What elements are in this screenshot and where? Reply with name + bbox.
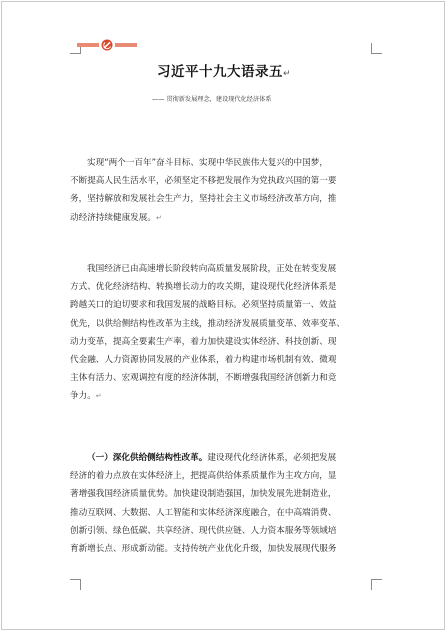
text-line: 育新增长点、形成新动能。支持传统产业优化升级，加快发展现代服务: [70, 544, 337, 555]
text-line: [70, 209, 382, 227]
text-line: 我国经济已由高速增长阶段转向高质量发展阶段，正处在转变发展: [87, 264, 337, 274]
paragraph-mark: ↵: [95, 392, 102, 401]
text-line: 方式、优化经济结构、转换增长动力的攻关期，建设现代化经济体系是: [70, 282, 337, 293]
document-title: [0, 60, 448, 80]
party-emblem-icon: [77, 39, 137, 51]
text-line: 著增强我国经济质量优势。加快建设制造强国，加快发展先进制造业，: [70, 489, 337, 500]
section-heading: （一）深化供给侧结构性改革。: [87, 453, 208, 463]
text-line: 主体有活力、宏观调控有度的经济体制，不断增强我国经济创新力和竞: [70, 373, 337, 384]
title-text: 习近平十九大语录五: [156, 64, 283, 80]
text-segment: 动经济持续健康发展。: [70, 212, 156, 223]
text-line: 动力变革，提高全要素生产率，着力加快建设实体经济、科技创新、现: [70, 336, 337, 347]
text-line: 推动互联网、大数据、人工智能和实体经济深度融合，在中高端消费、: [70, 507, 337, 518]
paragraph-mark: ↵: [282, 69, 292, 79]
text-line: [70, 387, 382, 405]
margin-corner-top-right: [371, 43, 382, 54]
paragraph-3: [70, 449, 382, 558]
text-line: 务，坚持解放和发展社会生产力，坚持社会主义市场经济改革方向，推: [70, 194, 337, 205]
text-line: [70, 449, 382, 467]
text-line: 优先，以供给侧结构性改革为主线，推动经济发展质量变革、效率变革、: [70, 318, 346, 329]
text-segment: 建设现代化经济体系，必须把发展: [207, 453, 337, 463]
document-subtitle: —— 贯彻新发展理念，建设现代化经济体系: [152, 96, 272, 103]
text-segment: 争力。: [70, 391, 96, 402]
text-line: 不断提高人民生活水平，必须坚定不移把发展作为党执政兴国的第一要: [70, 176, 337, 187]
margin-corner-bottom-left: [70, 579, 81, 590]
paragraph-mark: ↵: [155, 213, 162, 222]
margin-corner-bottom-right: [371, 579, 382, 590]
paragraph-2: [70, 260, 382, 406]
paragraph-1: [70, 154, 382, 227]
text-line: 代金融、人力资源协同发展的产业体系，着力构建市场机制有效、微观: [70, 355, 337, 366]
text-line: 跨越关口的迫切要求和我国发展的战略目标。必须坚持质量第一、效益: [70, 300, 337, 311]
text-line: 经济的着力点放在实体经济上，把提高供给体系质量作为主攻方向，显: [70, 471, 337, 482]
text-line: 创新引领、绿色低碳、共享经济、现代供应链、人力资本服务等领域培: [70, 525, 337, 536]
text-line: 实现“两个一百年”奋斗目标、实现中华民族伟大复兴的中国梦，: [87, 158, 328, 168]
